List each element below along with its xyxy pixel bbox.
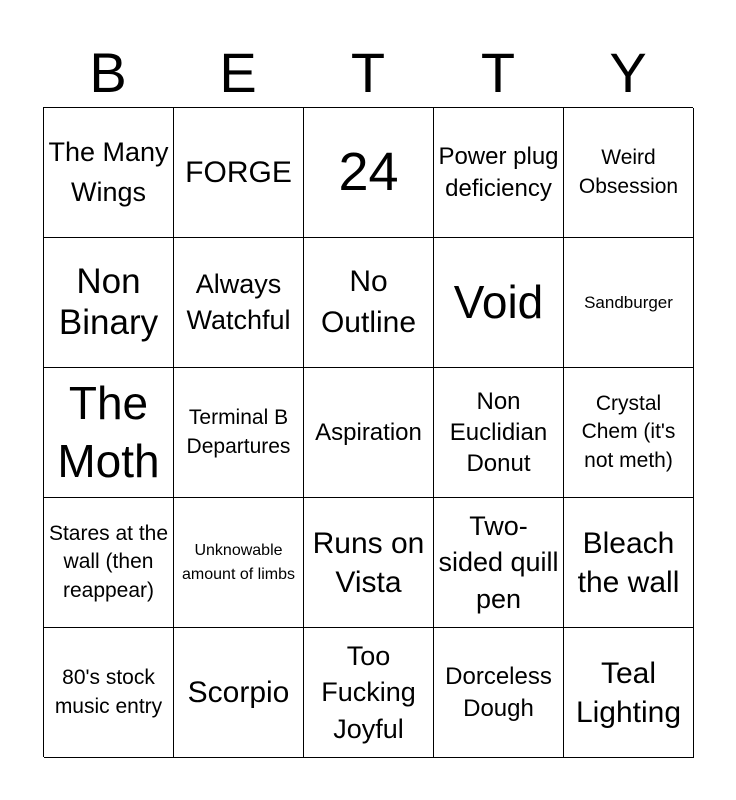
cell-text: Always Watchful [186, 269, 291, 335]
bingo-cell [44, 368, 174, 498]
cell-text: Power plug deficiency [438, 143, 559, 202]
cell-text: 24 [338, 142, 399, 203]
cell-text: Stares at the wall (then reappear) [48, 521, 169, 602]
cell-text: No Outline [320, 265, 417, 339]
bingo-cell [434, 108, 564, 238]
bingo-cell [564, 368, 694, 498]
bingo-cell [434, 368, 564, 498]
bingo-cell [564, 108, 694, 238]
bingo-cell [174, 628, 304, 758]
cell-text: Void [453, 276, 544, 329]
cell-text: The Moth [57, 377, 160, 487]
cell-text: Weird Obsession [578, 146, 679, 198]
cell-text: FORGE [185, 156, 292, 189]
bingo-cell [564, 628, 694, 758]
bingo-grid [43, 107, 693, 757]
bingo-header [43, 38, 693, 108]
bingo-cell [304, 628, 434, 758]
cell-text: Two-sided quill pen [438, 510, 559, 614]
header-letter: T [480, 41, 516, 104]
cell-text: Bleach the wall [577, 526, 680, 599]
bingo-cell [304, 108, 434, 238]
bingo-cell [44, 498, 174, 628]
cell-text: The Many Wings [48, 137, 169, 207]
cell-text: Scorpio [187, 676, 290, 709]
cell-text: Sandburger [584, 292, 673, 312]
header-letter: E [219, 41, 257, 104]
bingo-cell [174, 368, 304, 498]
bingo-cell [304, 368, 434, 498]
cell-text: Crystal Chem (it's not meth) [581, 391, 676, 472]
bingo-cell [174, 238, 304, 368]
cell-text: Non Euclidian Donut [449, 387, 548, 478]
header-letter: T [350, 41, 386, 104]
cell-text: Terminal B Departures [186, 406, 291, 458]
bingo-cell [304, 238, 434, 368]
bingo-cell [434, 498, 564, 628]
bingo-cell [174, 498, 304, 628]
cell-text: Too Fucking Joyful [321, 640, 416, 744]
bingo-cell [44, 238, 174, 368]
bingo-cell [44, 628, 174, 758]
bingo-cell [434, 238, 564, 368]
bingo-cell [564, 498, 694, 628]
cell-text: Unknowable amount of limbs [182, 541, 295, 583]
header-letter: Y [609, 41, 647, 104]
cell-text: 80's stock music entry [54, 666, 163, 718]
bingo-cell [564, 238, 694, 368]
cell-text: Aspiration [315, 418, 422, 446]
cell-text: Dorceless Dough [445, 663, 552, 722]
bingo-cell [434, 628, 564, 758]
cell-text: Non Binary [58, 262, 159, 342]
bingo-cell [304, 498, 434, 628]
cell-text: Teal Lighting [575, 656, 682, 729]
bingo-cell [44, 108, 174, 238]
header-letter: B [89, 41, 127, 104]
cell-text: Runs on Vista [312, 526, 425, 599]
bingo-cell [174, 108, 304, 238]
